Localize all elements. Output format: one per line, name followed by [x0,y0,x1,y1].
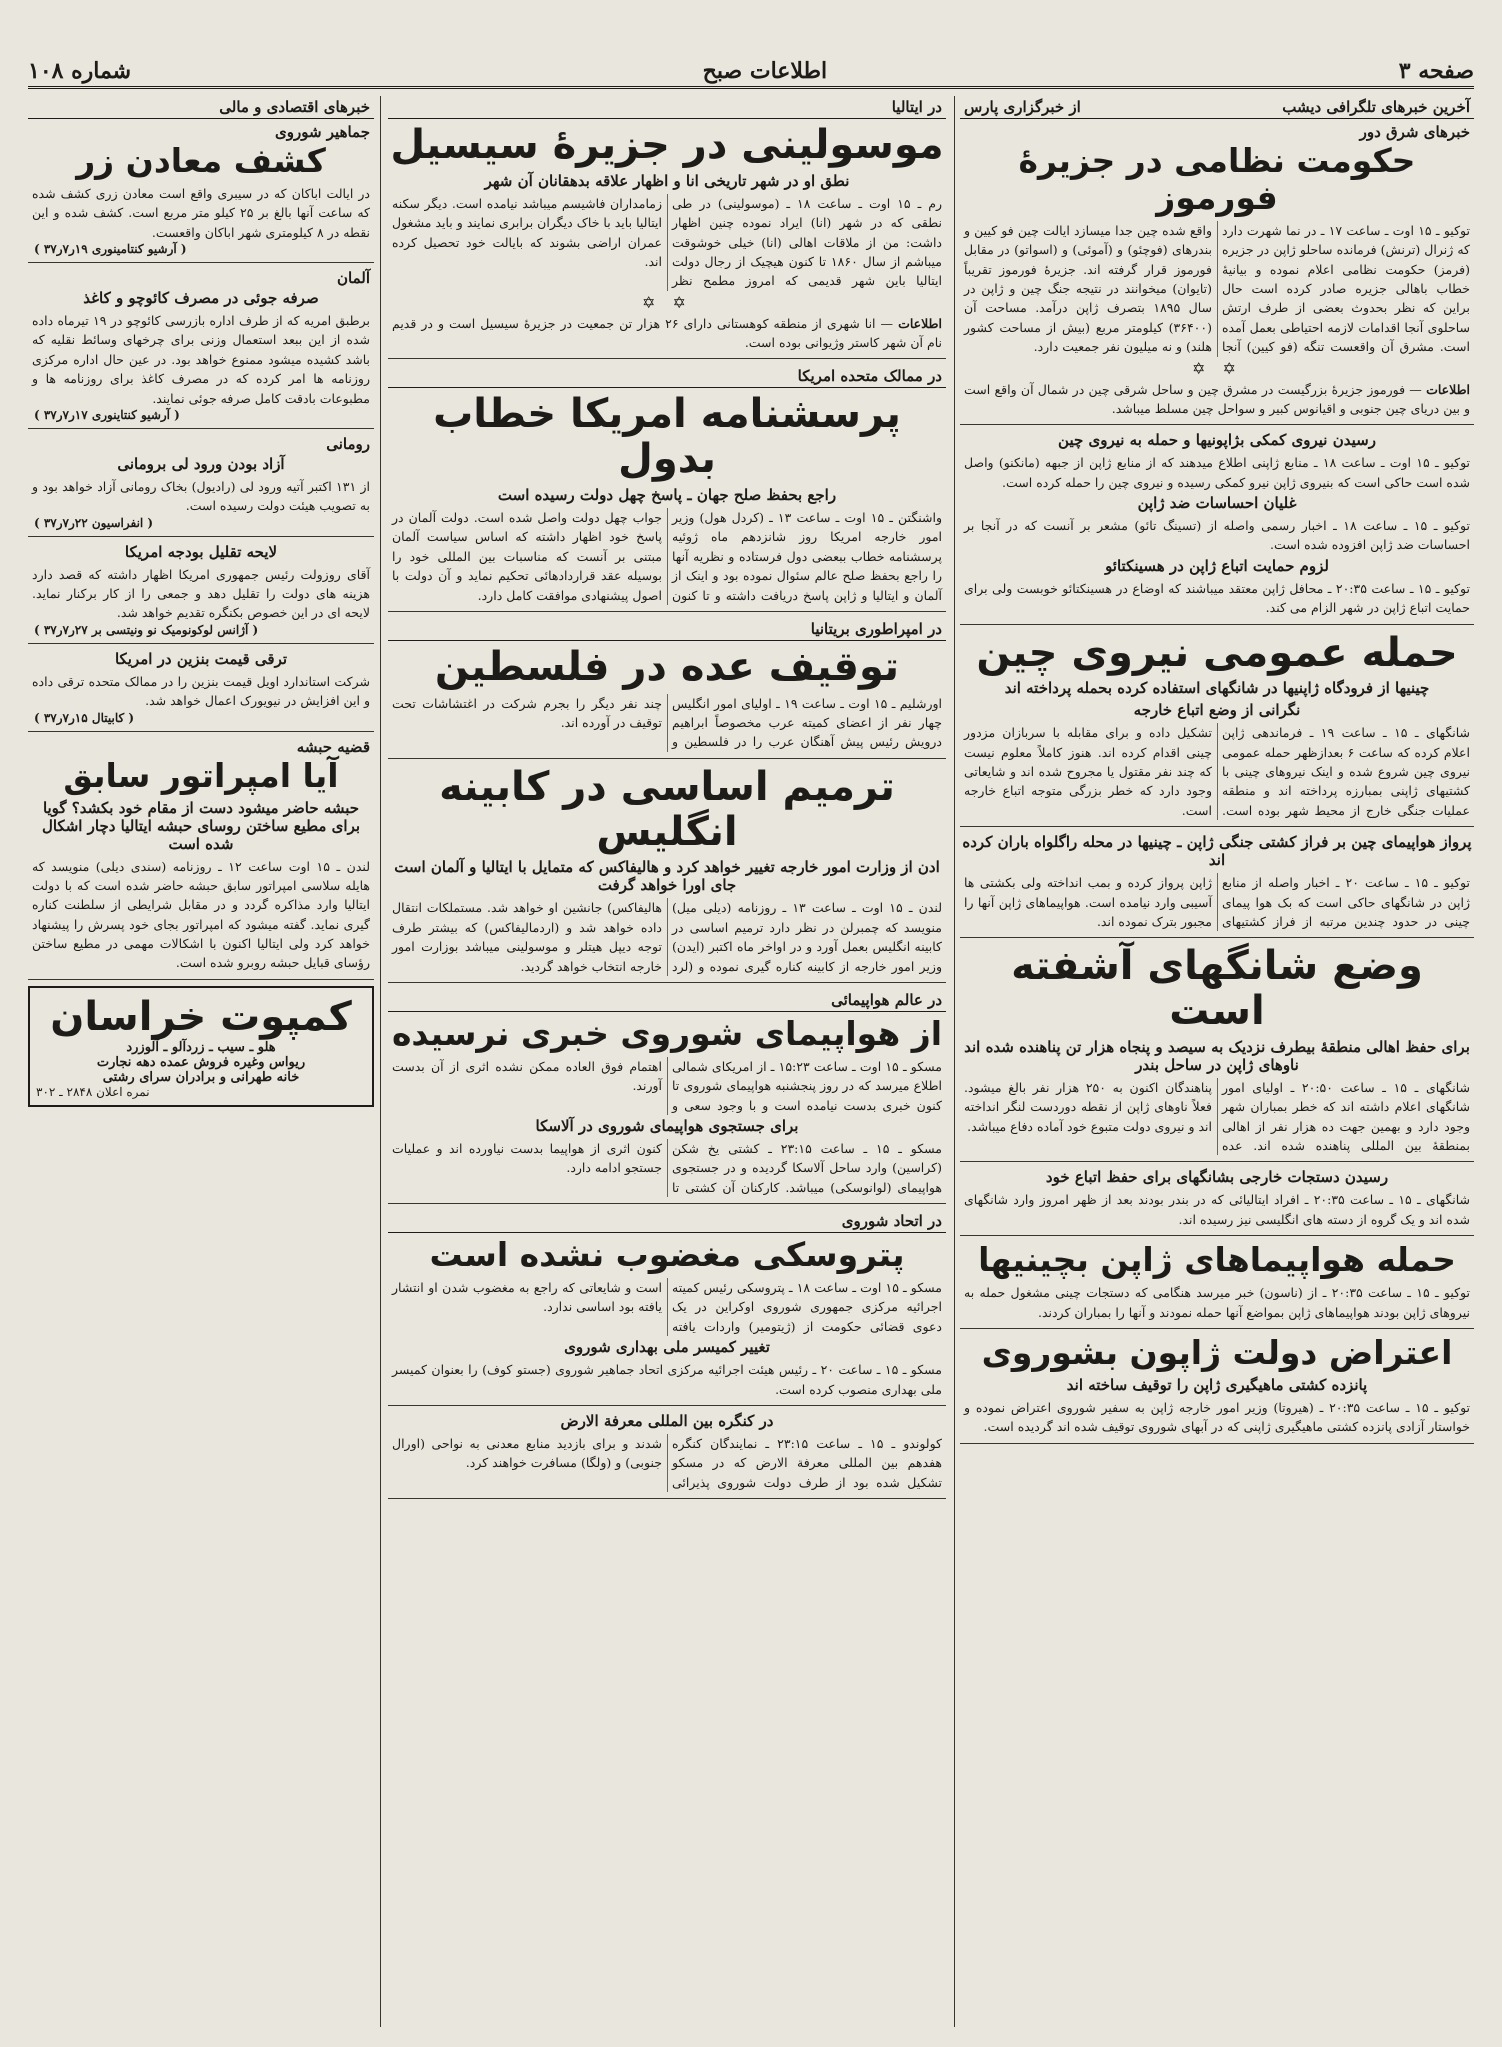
issue-number: شماره ۱۰۸ [28,58,132,84]
note-label: اطلاعات [1426,381,1470,397]
headline: وضع شانگهای آشفته است [1011,943,1423,1035]
headline: لزوم حمایت اتباع ژاپن در هسینکتائو [1105,556,1329,575]
subheadline: نگرانی از وضع اتباع خارجه [1133,701,1301,720]
news-story [960,833,1474,938]
story-body: برطبق امریه که از طرف اداره بازرسی کائوچو در ۱۹ تیرماه داده شده از این ببعد استعمال وزنی برای چرخهای وسائط نقلیه که باشد کشیده میشود ممنوع خواهد بود. در عین حال اداره مرکزی روزنامه ها امر کرده که در مصرف کاغذ برای روزنامه ها و مطبوعات بادقت کامل صرفه جوئی نمایند. [32,313,371,406]
section-title: در اتحاد شوروی [841,1212,942,1231]
story-body: شانگهای ـ ۱۵ ـ ساعت ۲۰:۵۰ ـ اولیای امور شانگهای اعلام داشته اند که خطر بمباران شهر وجود دارد و بهمین جهت ده هزار نفر از اهالی بمنطقهٔ بین المللی پناهنده شده اند. عده پناهندگان اکنون به ۲۵۰ هزار نفر بالغ میشود. فعلاً ناوهای ژاپن از نقطه دوردست لنگر انداخته اند و نیروی دولت متبوع خود آماده دفاع میباشد. [964,1079,1470,1154]
headline: اعتراض دولت ژاپون بشوروی [981,1332,1453,1372]
page-number: صفحه ۳ [1398,58,1474,84]
story-body: لندن ـ ۱۵ اوت ـ ساعت ۱۳ ـ روزنامه (دیلی میل) منویسد که چمبرلن در نظر دارد ترمیم اساسی در کابینه انگلیس بعمل آورد و در اواخر ماه اکتبر (ایدن) وزیر امور خارجه از کابینه کناره گیری نموده و (لرد هالیفاکس) جانشین او خواهد شد. مستملکات انتقال داده خواهد شد و (اردمالیفاکس) که بیشتر طرف توجه دیپل هیتلر و موسولینی میباشد بوزارت امور خارجه انتخاب خواهد گردید. [392,900,943,974]
section-title: در ایتالیا [891,98,942,116]
headline: در کنگره بین المللی معرفة الارض [560,1411,774,1430]
subheadline: ادن از وزارت امور خارجه تغییر خواهد کرد و هالیفاکس که متمایل با ایتالیا و آلمان است جای اورا خواهد گرفت [394,858,940,895]
source-citation: ( آرشیو کنتاینوری ۱۷ر۷ر۳۷ ) [34,407,180,422]
story-body: توکیو ـ ۱۵ ـ ساعت ۲۰:۳۵ ـ محافل ژاپن معتقد میباشند که اوضاع در هسینکتائو خوبست ولی برای حمایت اتباع ژاپن در شهر الزام می کند. [964,580,1470,616]
column-rule [954,96,955,2027]
left-column [28,96,374,2027]
story-body: مسکو ـ ۱۵ ـ ساعت ۲۳:۱۵ ـ کشتی یخ شکن (کراسین) وارد ساحل آلاسکا گردیده و در جستجوی هواپیمای (لوانوسکی) میباشد. کارکنان آن کشتی تا کنون اثری از هواپیما بدست نیاورده اند و عملیات جستجو ادامه دارد. [392,1140,942,1195]
subheadline: برای حفظ اهالی منطقهٔ بیطرف نزدیک به سیصد و پنجاه هزار تن پناهنده شده اند ناوهای ژاپن در ساحل بندر [964,1037,1470,1074]
news-story [960,431,1474,624]
headline: رسیدن نیروی کمکی بژاپونیها و حمله به نیروی چین [1058,431,1376,450]
news-story: خبرهای شرق دور حکومت نظامی در جزیرهٔ فورموز توکیو ـ ۱۵ اوت ـ ساعت ۱۷ ـ در نما شهرت دارد که ژنرال (ترنش) فرمانده ساحلو ژاپن در جزیره (فرمز) حکومت نظامی اعلام نموده و بیانیهٔ خطاب باهالی جزیره صادر کرده است حال براین که نظر بحدوث بعضی از طرف ارتش ساحلوی آنجا اقدامات لازمه احتیاطی بعمل آمده است. مشرق آن واقعست تنگه (فو کیین) آنجا واقع شده چین جدا میسازد ایالت چین فو کیین و بندرهای (فوچئو) و (آموئی) و (اسواتو) در مقابل فورموز قرار گرفته اند. جزیرهٔ فورموز تقریباً (تایوان) میخوانند در نتیجه جنگ چین و ژاپن در سال ۱۸۹۵ بتصرف ژاپن درآمد. مساحت آن (۳۶۴۰۰) کیلومتر مربع (بیش از مساحت کشور هلند) و نه میلیون نفر جمعیت دارد. ✡ ✡ اطلاعات — فورموز جزیرهٔ بزرگیست در مشرق چین و ساحل شرقی چین در شمال آن واقع است و بین دریای چین جنوبی و اقیانوس کبیر و سواحل چین مسلط میباشد. [960,123,1474,425]
section-header [28,96,374,119]
news-story [28,435,374,537]
ad-number: نمره اعلان ۲۸۴۸ ـ ۳۰۲ [36,1084,150,1099]
story-body: توکیو ـ ۱۵ ـ ساعت ۱۸ ـ اخبار رسمی واصله از (تسینگ تائو) مشعر بر آنست که در آنجا بر احساسات ضد ژاپن افزوده شده است. [964,518,1470,553]
section-label: قضیه حبشه [296,737,370,756]
advertisement [28,986,374,1107]
kicker: خبرهای شرق دور [1359,123,1470,141]
story-body: توکیو ـ ۱۵ ـ ساعت ۲۰:۳۵ ـ (هیروتا) وزیر امور خارجه ژاپن به سفیر شوروی اعتراض نموده و خواستار آزادی پانزده کشتی ماهیگیری ژاپنی که در آبهای شوروی توقیف شده اند گردیده است. [964,1399,1471,1435]
news-story [960,944,1474,1162]
ad-line: ریواس وغیره فروش عمده دهه نجارت [96,1054,306,1070]
source-citation: ( آرشیو کنتامینوری ۱۹ر۷ر۳۷ ) [34,242,187,257]
note-label: اطلاعات [898,315,942,331]
source-citation: ( کابیتال ۱۵ر۷ر۳۷ ) [34,710,135,725]
right-column [960,96,1474,2027]
country-label: جماهیر شوروی [275,123,370,141]
story-body: رم ـ ۱۵ اوت ـ ساعت ۱۸ ـ (موسولینی) در طی نطقی که در شهر (انا) ایراد نموده چنین اظهار داشت: من از ملاقات اهالی (انا) خیلی خوشوقت میباشم از سال ۱۸۶۰ تا کنون هیچیک از رجال دولت ایتالیا باین شهر قدیمی که امروز مطمح نظر زمامداران فاشیسم میباشد نیامده است. دیگر سکنه ایتالیا باید با خاک دیگران برابری نمایند و باید مشغول عمران اراضی بشوند که بایالت خود تحصیل کرده اند. [392,195,943,289]
source-citation: ( آژانس لوکونومیک نو ونیتسی بر ۲۷ر۷ر۳۷ ) [34,622,259,637]
headline: لایحه تقلیل بودجه امریکا [124,542,278,561]
source-citation: ( انفراسیون ۲۲ر۷ر۳۷ ) [34,515,154,530]
country-label: رومانی [326,434,370,453]
headline: حمله عمومی نیروی چین [976,629,1458,676]
headline: از هواپیمای شوروی خبری نرسیده [391,1013,943,1053]
headline: موسولینی در جزیرهٔ سیسیل [390,122,944,168]
section-header [388,1210,946,1233]
news-story [388,1237,946,1406]
country-label: آلمان [337,269,370,288]
section-header [388,989,946,1012]
separator-stars: ✡ ✡ [1192,358,1242,378]
section-title: در عالم هواپیمائی [831,990,942,1009]
paper-name: اطلاعات صبح [702,58,828,84]
section-header [960,96,1474,119]
story-body: مسکو ـ ۱۵ ـ ساعت ۲۰ ـ رئیس هیئت اجرائیه مرکزی اتحاد جماهیر شوروی (جستو کوف) را بعنوان کمیسر ملی بهداری منصوب کرده است. [392,1362,942,1397]
column-rule [380,96,381,2027]
news-story [388,645,946,759]
news-story [28,123,374,263]
ad-line: هلو ـ سیب ـ زردآلو ـ آلوزرد [126,1039,276,1055]
story-body: آقای روزولت رئیس جمهوری امریکا اظهار داشته که قصد دارد هزینه های دولت را تقلیل دهد و جمعی را از کار برکنار نماید. لایحه ای در این خصوص بکنگره تقدیم خواهد شد. [32,566,370,621]
note-body: انا شهری از منطقه کوهستانی دارای ۲۶ هزار تن جمعیت در جزیرهٔ سیسیل است و در قدیم نام آن شهر کاستر وژیوانی بوده است. [392,315,942,351]
story-body: لندن ـ ۱۵ اوت ساعت ۱۲ ـ روزنامه (سندی دیلی) منویسد که هایله سلاسی امپراتور سابق حبشه حاضر شده است که با دولت ایتالیا وارد مذاکره گردد و در مقابل شرایطی از سلطنت کناره گیری نماید. گفته میشود که امپراتور بجای خود پسرش را پیشنهاد خواهد کرد ولی ایتالیا اکنون با اشکالات مهمی در مطیع ساختن رؤسای قبایل حبشه روبرو شده است. [32,858,370,971]
headline: توقیف عده در فلسطین [434,643,900,690]
ad-title: کمپوت خراسان [50,993,352,1040]
headline: حمله هواپیماهای ژاپن بچینیها [978,1240,1456,1280]
story-body: از ۱۳۱ اکتبر آتیه ورود لی (رادیول) بخاک رومانی آزاد خواهد بود و به تصویب هیئت دولت رسیده است. [32,478,370,514]
story-body: کولوندو ـ ۱۵ ـ ساعت ۲۳:۱۵ ـ نمایندگان کنگره هفدهم بین المللی معرفة الارض که در مسکو تشکیل شده بود از طرف دولت شوروی پذیرائی شدند و برای بازدید منابع معدنی به نواحی (اورال جنوبی) و (ولگا) مسافرت خواهند کرد. [392,1435,942,1490]
story-body: توکیو ـ ۱۵ ـ ساعت ۲۰:۳۵ ـ از (ناسون) خبر میرسد هنگامی که دستجات چینی مشغول حمله به نیروهای ژاپن بودند هواپیماهای ژاپن بمواضع آنها حمله نمودند و آنها را بمباران کردند. [964,1285,1470,1320]
headline: آیا امپراتور سابق [63,755,339,795]
note-body: فورموز جزیرهٔ بزرگیست در مشرق چین و ساحل شرقی چین در شمال آن واقع است و بین دریای چین جنوبی و اقیانوس کبیر و سواحل چین مسلط میباشد. [964,381,1470,416]
story-body: مسکو ـ ۱۵ اوت ـ ساعت ۱۵:۲۳ ـ از امریکای شمالی اطلاع میرسد که در روز پنجشنبه هواپیمای شوروی تا کنون خبری بدست نیامده است و با وجود سعی و اهتمام فوق العاده ممکن نشده اثری از آن بدست آورند. [392,1058,942,1113]
story-body: توکیو ـ ۱۵ اوت ـ ساعت ۱۷ ـ در نما شهرت دارد که ژنرال (ترنش) فرمانده ساحلو ژاپن در جزیره (فرمز) حکومت نظامی اعلام نموده و بیانیهٔ خطاب باهالی جزیره صادر کرده است حال براین که نظر بحدوث بعضی از طرف ارتش ساحلوی آنجا اقدامات لازمه احتیاطی بعمل آمده است. مشرق آن واقعست تنگه (فو کیین) آنجا واقع شده چین جدا میسازد ایالت چین فو کیین و بندرهای (فوچئو) و (آموئی) و (اسواتو) در مقابل فورموز قرار گرفته اند. جزیرهٔ فورموز تقریباً (تایوان) میخوانند در نتیجه جنگ چین و ژاپن در سال ۱۸۹۵ بتصرف ژاپن درآمد. مساحت آن (۳۶۴۰۰) کیلومتر مربع (بیش از مساحت کشور هلند) و نه میلیون نفر جمعیت دارد. [964,222,1470,355]
headline: ترقی قیمت بنزین در امریکا [114,649,288,668]
section-title: در امپراطوری بریتانیا [810,619,942,638]
subheadline: راجع بحفظ صلح جهان ـ پاسخ چهل دولت رسیده است [497,486,837,505]
headline: غلیان احساسات ضد ژاپن [1137,494,1297,513]
story-body: شانگهای ـ ۱۵ ـ ساعت ۲۰:۳۵ ـ افراد ایتالیائی که در بندر بودند بعد از ظهر امروز وارد شانگهای شده اند و یک گروه از دسته های انگلیسی نیز رسیده اند. [964,1192,1471,1227]
news-story [28,543,374,644]
ad-line: خانه طهرانی و برادران سرای رشتی [102,1069,300,1085]
separator-stars: ✡ ✡ [642,292,692,312]
story-body: شرکت استاندارد اویل قیمت بنزین را در ممالک متحده ترقی داده و این افزایش در نیویورک اعمال خواهد شد. [32,673,370,709]
section-header [388,96,946,119]
news-story [28,738,374,980]
headline: تغییر کمیسر ملی بهداری شوروی [564,1338,770,1357]
story-body: مسکو ـ ۱۵ اوت ـ ساعت ۱۸ ـ پتروسکی رئیس کمیته اجرائیه مرکزی جمهوری شوروی اوکراین در یک دعوی قضائی حکومت از (ژیتومیر) واردات یافته است و شایعاتی که راجع به مغضوب شدن او انتشار یافته بود اساسی ندارد. [392,1280,942,1334]
section-title: در ممالک متحده امریکا [797,367,942,386]
headline: پتروسکی مغضوب نشده است [429,1235,905,1275]
agency-label: از خبرگزاری پارس [964,98,1081,116]
section-title: خبرهای اقتصادی و مالی [219,98,370,116]
headline: آزاد بودن ورود لی برومانی [117,454,285,473]
section-header [388,618,946,641]
section-header [388,365,946,388]
headline: ترمیم اساسی در کابینه انگلیس [439,763,895,855]
subheadline: چینیها از فرودگاه ژاپنیها در شانگهای استفاده کرده بحمله پرداخته اند [1004,679,1430,698]
headline: کشف معادن زر [76,141,326,180]
headline: پرواز هواپیمای چین بر فراز کشتی جنگی ژاپن ـ چینیها در محله راگلواه باران کرده اند [962,833,1472,870]
headline: پرسشنامه امریکا خطاب بدول [433,391,901,483]
story-body: شانگهای ـ ۱۵ ـ ساعت ۱۹ ـ فرماندهی ژاپن اعلام کرده که ساعت ۶ بعدازظهر حمله عمومی نیروی چین شروع شده و اینک نیروهای چینی با کشتیهای ژاپنی بمبارزه پرداخته اند و منطقه عملیات جنگی خارج از محیط شهر بوده است. تشکیل داده و برای مقابله با سربازان مزدور چینی اقدام کرده اند. هنوز کاملاً معلوم نیست که چند نفر مقتول یا مجروح شده اند و شایعاتی وجود دارد که خطر بزرگی متوجه اتباع خارجه است. [964,725,1470,818]
story-body: توکیو ـ ۱۵ اوت ـ ساعت ۱۸ ـ منابع ژاپنی اطلاع میدهند که از منابع ژاپن از جبهه (مانکنو) واصل شده است حاکی است که بنیروی ژاپن نیرو کمکی رسیده و نیروی چین را حمله کرده است. [964,455,1471,490]
headline: حکومت نظامی در جزیرهٔ فورموز [1018,141,1416,217]
subheadline: حبشه حاضر میشود دست از مقام خود بکشد؟ گویا برای مطیع ساختن روسای حبشه ایتالیا دچار اشکال شده است [41,798,361,853]
headline: برای جستجوی هواپیمای شوروی در آلاسکا [535,1116,799,1135]
news-story [960,631,1474,828]
news-story [388,765,946,983]
news-story [960,1242,1474,1329]
news-story [388,1412,946,1499]
story-body: اورشلیم ـ ۱۵ اوت ـ ساعت ۱۹ ـ اولیای امور انگلیس چهار نفر از اعضای کمیته عرب مخصوصاً ابراهیم درویش رئیس پیش آهنگان عرب را در فلسطین و چند نفر دیگر را بجرم شرکت در اغتشاشات تحت توقیف در آورده اند. [392,695,942,750]
news-story [960,1332,1474,1444]
middle-column [388,96,946,2027]
headline: صرفه جوئی در مصرف کائوچو و کاغذ [83,289,319,308]
subheadline: پانزده کشتی ماهیگیری ژاپن را توقیف ساخته اند [1066,1375,1368,1394]
news-story [28,650,374,732]
news-story: موسولینی در جزیرهٔ سیسیل نطق او در شهر تاریخی انا و اظهار علاقه بدهقانان آن شهر رم ـ ۱۵ اوت ـ ساعت ۱۸ ـ (موسولینی) در طی نطقی که در شهر (انا) ایراد نموده چنین اظهار داشت: من از ملاقات اهالی (انا) خیلی خوشوقت میباشم از سال ۱۸۶۰ تا کنون هیچیک از رجال دولت ایتالیا باین شهر قدیمی که امروز مطمح نظر زمامداران فاشیسم میباشد نیامده است. دیگر سکنه ایتالیا باید با خاک دیگران برابری نمایند و باید مشغول عمران اراضی بشوند که بایالت خود تحصیل کرده اند. ✡ ✡ اطلاعات — انا شهری از منطقه کوهستانی دارای ۲۶ هزار تن جمعیت در جزیرهٔ سیسیل است و در قدیم نام آن شهر کاستر وژیوانی بوده است. [388,123,946,359]
news-story [28,269,374,429]
news-story [960,1168,1474,1236]
news-story [388,1013,946,1204]
story-body: توکیو ـ ۱۵ ـ ساعت ۲۰ ـ اخبار واصله از منابع ژاپن در شانگهای حاکی است که بک هوا پیمای چینی در حدود چندین مرتبه از فراز کشتیهای ژاپن پرواز کرده و بمب انداخته ولی بکشتی ها آسیبی وارد نیامده است. هواپیماهای ژاپن آنها را مجبور بترک نموده اند. [964,875,1470,929]
section-title: آخرین خبرهای تلگرافی دیشب [1282,98,1470,116]
masthead [28,56,1474,89]
subheadline: نطق او در شهر تاریخی انا و اظهار علاقه بدهقانان آن شهر [484,171,850,190]
headline: رسیدن دستجات خارجی بشانگهای برای حفظ اتباع خود [1045,1168,1389,1187]
story-body: واشنگتن ـ ۱۵ اوت ـ ساعت ۱۳ ـ (کردل هول) وزیر امور خارجه امریکا روز شانزدهم ماه ژوئیه پرسشنامه خطاب ببعضی دول فرستاده و نظریه آنها را راجع بحفظ صلح عالم سئوال نموده بود و اینک از آلمان و ایتالیا و ژاپن پاسخ دریافت داشته و تا کنون جواب چهل دولت واصل شده است. دولت آلمان در پاسخ خود اظهار داشته که اساس سیاست آلمان مبتنی بر آنست که مناسبات بین المللی خود را بوسیله عقد قراردادهائی تحکیم نماید و آن دولت با اصول پیشنهادی موافقت کامل دارد. [392,510,942,603]
story-body: در ایالت اباکان که در سیبری واقع است معادن زری کشف شده که ساعت آنها بالغ بر ۲۵ کیلو متر مربع است. کشف شده و این نقطه در ۸ کیلومتری شهر اباکان واقعست. [32,185,370,240]
news-story [388,392,946,611]
